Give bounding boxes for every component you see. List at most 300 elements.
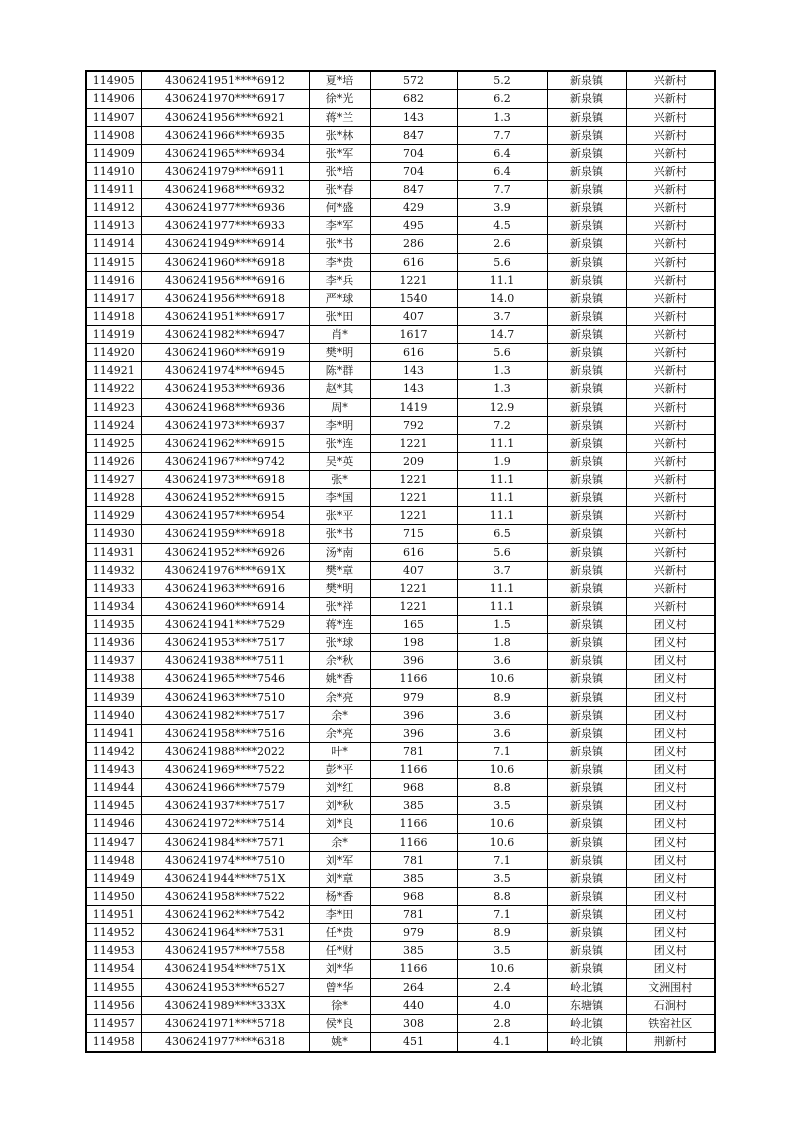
table-row <box>86 162 715 180</box>
table-row <box>86 144 715 162</box>
cell-percent: 6.4 <box>457 144 547 162</box>
cell-village: 团义村 <box>626 670 715 688</box>
cell-village: 兴新村 <box>626 235 715 253</box>
table-row <box>86 906 715 924</box>
cell-serial: 114909 <box>86 144 141 162</box>
cell-id_number: 4306241953****6527 <box>141 978 309 996</box>
cell-name: 余* <box>309 833 370 851</box>
cell-percent: 10.6 <box>457 960 547 978</box>
cell-serial: 114942 <box>86 742 141 760</box>
cell-id_number: 4306241964****7531 <box>141 924 309 942</box>
cell-percent: 1.8 <box>457 634 547 652</box>
cell-town: 新泉镇 <box>547 924 626 942</box>
cell-name: 杨*香 <box>309 887 370 905</box>
cell-amount: 264 <box>370 978 457 996</box>
cell-amount: 308 <box>370 1014 457 1032</box>
cell-village: 兴新村 <box>626 507 715 525</box>
cell-village: 兴新村 <box>626 108 715 126</box>
table-row <box>86 108 715 126</box>
cell-serial: 114913 <box>86 217 141 235</box>
table-row <box>86 779 715 797</box>
cell-percent: 3.7 <box>457 561 547 579</box>
cell-percent: 3.6 <box>457 652 547 670</box>
cell-town: 新泉镇 <box>547 344 626 362</box>
cell-name: 李*贵 <box>309 253 370 271</box>
cell-amount: 385 <box>370 797 457 815</box>
table-row <box>86 833 715 851</box>
cell-percent: 3.6 <box>457 706 547 724</box>
cell-village: 兴新村 <box>626 452 715 470</box>
cell-town: 新泉镇 <box>547 289 626 307</box>
cell-name: 刘*红 <box>309 779 370 797</box>
table-row <box>86 761 715 779</box>
cell-percent: 2.8 <box>457 1014 547 1032</box>
cell-town: 新泉镇 <box>547 779 626 797</box>
cell-serial: 114928 <box>86 489 141 507</box>
cell-serial: 114954 <box>86 960 141 978</box>
cell-name: 余*秋 <box>309 652 370 670</box>
cell-town: 新泉镇 <box>547 670 626 688</box>
cell-percent: 3.6 <box>457 724 547 742</box>
cell-id_number: 4306241952****6926 <box>141 543 309 561</box>
cell-village: 团义村 <box>626 706 715 724</box>
cell-amount: 407 <box>370 307 457 325</box>
cell-id_number: 4306241957****6954 <box>141 507 309 525</box>
cell-village: 兴新村 <box>626 271 715 289</box>
cell-id_number: 4306241962****7542 <box>141 906 309 924</box>
cell-amount: 968 <box>370 887 457 905</box>
cell-town: 新泉镇 <box>547 833 626 851</box>
cell-name: 何*盛 <box>309 199 370 217</box>
cell-village: 兴新村 <box>626 597 715 615</box>
cell-name: 李*军 <box>309 217 370 235</box>
table-row <box>86 724 715 742</box>
cell-amount: 429 <box>370 199 457 217</box>
cell-town: 新泉镇 <box>547 561 626 579</box>
cell-percent: 4.1 <box>457 1032 547 1052</box>
cell-amount: 847 <box>370 126 457 144</box>
cell-village: 团义村 <box>626 924 715 942</box>
cell-amount: 979 <box>370 924 457 942</box>
cell-id_number: 4306241989****333X <box>141 996 309 1014</box>
cell-id_number: 4306241968****6932 <box>141 181 309 199</box>
cell-name: 肖* <box>309 326 370 344</box>
cell-town: 新泉镇 <box>547 652 626 670</box>
table-row <box>86 996 715 1014</box>
cell-name: 张*球 <box>309 634 370 652</box>
cell-name: 任*贵 <box>309 924 370 942</box>
cell-amount: 385 <box>370 869 457 887</box>
cell-amount: 165 <box>370 616 457 634</box>
cell-id_number: 4306241977****6936 <box>141 199 309 217</box>
table-row <box>86 616 715 634</box>
cell-amount: 616 <box>370 344 457 362</box>
table-row <box>86 362 715 380</box>
table-row <box>86 289 715 307</box>
cell-village: 兴新村 <box>626 362 715 380</box>
cell-town: 新泉镇 <box>547 253 626 271</box>
cell-serial: 114958 <box>86 1032 141 1052</box>
cell-amount: 1540 <box>370 289 457 307</box>
cell-name: 蒋*连 <box>309 616 370 634</box>
cell-amount: 1617 <box>370 326 457 344</box>
table-row <box>86 960 715 978</box>
cell-percent: 1.3 <box>457 362 547 380</box>
cell-name: 张*平 <box>309 507 370 525</box>
cell-serial: 114934 <box>86 597 141 615</box>
cell-name: 吴*英 <box>309 452 370 470</box>
cell-town: 新泉镇 <box>547 579 626 597</box>
cell-name: 樊*明 <box>309 579 370 597</box>
cell-name: 张*连 <box>309 434 370 452</box>
cell-percent: 11.1 <box>457 489 547 507</box>
cell-village: 兴新村 <box>626 434 715 452</box>
cell-town: 新泉镇 <box>547 906 626 924</box>
cell-town: 新泉镇 <box>547 362 626 380</box>
cell-percent: 7.7 <box>457 181 547 199</box>
cell-town: 新泉镇 <box>547 126 626 144</box>
cell-percent: 4.0 <box>457 996 547 1014</box>
cell-village: 团义村 <box>626 906 715 924</box>
cell-town: 新泉镇 <box>547 597 626 615</box>
cell-name: 夏*培 <box>309 71 370 90</box>
table-row <box>86 271 715 289</box>
cell-id_number: 4306241963****7510 <box>141 688 309 706</box>
cell-village: 兴新村 <box>626 90 715 108</box>
cell-amount: 781 <box>370 742 457 760</box>
cell-serial: 114947 <box>86 833 141 851</box>
cell-percent: 10.6 <box>457 833 547 851</box>
cell-percent: 7.1 <box>457 742 547 760</box>
cell-village: 团义村 <box>626 942 715 960</box>
cell-name: 李*明 <box>309 416 370 434</box>
cell-town: 东塘镇 <box>547 996 626 1014</box>
cell-percent: 1.3 <box>457 108 547 126</box>
cell-village: 兴新村 <box>626 380 715 398</box>
cell-amount: 396 <box>370 724 457 742</box>
cell-percent: 5.6 <box>457 543 547 561</box>
cell-id_number: 4306241951****6917 <box>141 307 309 325</box>
cell-percent: 7.7 <box>457 126 547 144</box>
cell-town: 新泉镇 <box>547 797 626 815</box>
cell-id_number: 4306241956****6916 <box>141 271 309 289</box>
table-row <box>86 924 715 942</box>
cell-town: 新泉镇 <box>547 942 626 960</box>
cell-amount: 1166 <box>370 960 457 978</box>
cell-id_number: 4306241971****5718 <box>141 1014 309 1032</box>
cell-town: 新泉镇 <box>547 742 626 760</box>
table-row <box>86 235 715 253</box>
cell-amount: 847 <box>370 181 457 199</box>
cell-serial: 114914 <box>86 235 141 253</box>
table-row <box>86 344 715 362</box>
table-row <box>86 887 715 905</box>
cell-id_number: 4306241967****9742 <box>141 452 309 470</box>
cell-amount: 286 <box>370 235 457 253</box>
cell-id_number: 4306241963****6916 <box>141 579 309 597</box>
cell-id_number: 4306241951****6912 <box>141 71 309 90</box>
cell-name: 徐* <box>309 996 370 1014</box>
cell-percent: 1.3 <box>457 380 547 398</box>
cell-name: 李*国 <box>309 489 370 507</box>
cell-serial: 114921 <box>86 362 141 380</box>
cell-id_number: 4306241954****751X <box>141 960 309 978</box>
cell-percent: 8.9 <box>457 688 547 706</box>
cell-amount: 1166 <box>370 833 457 851</box>
cell-id_number: 4306241965****7546 <box>141 670 309 688</box>
cell-amount: 1419 <box>370 398 457 416</box>
cell-village: 兴新村 <box>626 344 715 362</box>
table-row <box>86 597 715 615</box>
cell-percent: 5.2 <box>457 71 547 90</box>
cell-id_number: 4306241968****6936 <box>141 398 309 416</box>
cell-id_number: 4306241979****6911 <box>141 162 309 180</box>
cell-serial: 114936 <box>86 634 141 652</box>
table-row <box>86 742 715 760</box>
cell-serial: 114908 <box>86 126 141 144</box>
cell-serial: 114949 <box>86 869 141 887</box>
cell-name: 姚* <box>309 1032 370 1052</box>
cell-serial: 114956 <box>86 996 141 1014</box>
cell-id_number: 4306241960****6914 <box>141 597 309 615</box>
cell-village: 荆新村 <box>626 1032 715 1052</box>
cell-name: 张*书 <box>309 235 370 253</box>
table-row <box>86 471 715 489</box>
cell-amount: 407 <box>370 561 457 579</box>
cell-village: 兴新村 <box>626 579 715 597</box>
table-row <box>86 1014 715 1032</box>
cell-name: 陈*群 <box>309 362 370 380</box>
cell-name: 汤*南 <box>309 543 370 561</box>
cell-amount: 1166 <box>370 815 457 833</box>
cell-id_number: 4306241982****7517 <box>141 706 309 724</box>
cell-village: 团义村 <box>626 779 715 797</box>
cell-serial: 114917 <box>86 289 141 307</box>
cell-town: 新泉镇 <box>547 380 626 398</box>
cell-town: 新泉镇 <box>547 724 626 742</box>
cell-percent: 8.8 <box>457 887 547 905</box>
cell-serial: 114938 <box>86 670 141 688</box>
cell-town: 新泉镇 <box>547 452 626 470</box>
table-row <box>86 797 715 815</box>
cell-id_number: 4306241959****6918 <box>141 525 309 543</box>
cell-village: 兴新村 <box>626 489 715 507</box>
cell-village: 兴新村 <box>626 217 715 235</box>
cell-village: 铁窑社区 <box>626 1014 715 1032</box>
cell-percent: 8.9 <box>457 924 547 942</box>
cell-town: 新泉镇 <box>547 108 626 126</box>
cell-id_number: 4306241966****6935 <box>141 126 309 144</box>
table-row <box>86 851 715 869</box>
table-row <box>86 253 715 271</box>
cell-serial: 114910 <box>86 162 141 180</box>
cell-name: 刘*军 <box>309 851 370 869</box>
table-row <box>86 1032 715 1052</box>
cell-id_number: 4306241976****691X <box>141 561 309 579</box>
cell-town: 新泉镇 <box>547 434 626 452</box>
cell-name: 刘*华 <box>309 960 370 978</box>
table-row <box>86 561 715 579</box>
cell-town: 新泉镇 <box>547 471 626 489</box>
cell-id_number: 4306241988****2022 <box>141 742 309 760</box>
cell-serial: 114944 <box>86 779 141 797</box>
cell-serial: 114924 <box>86 416 141 434</box>
cell-serial: 114948 <box>86 851 141 869</box>
cell-village: 团义村 <box>626 833 715 851</box>
cell-town: 新泉镇 <box>547 616 626 634</box>
table-row <box>86 815 715 833</box>
cell-percent: 2.6 <box>457 235 547 253</box>
cell-serial: 114905 <box>86 71 141 90</box>
cell-village: 团义村 <box>626 960 715 978</box>
table-row <box>86 978 715 996</box>
cell-id_number: 4306241949****6914 <box>141 235 309 253</box>
cell-percent: 2.4 <box>457 978 547 996</box>
cell-town: 新泉镇 <box>547 326 626 344</box>
cell-village: 兴新村 <box>626 543 715 561</box>
table-row <box>86 543 715 561</box>
table-row <box>86 869 715 887</box>
cell-serial: 114951 <box>86 906 141 924</box>
cell-name: 刘*秋 <box>309 797 370 815</box>
cell-id_number: 4306241970****6917 <box>141 90 309 108</box>
cell-town: 新泉镇 <box>547 815 626 833</box>
table-row <box>86 652 715 670</box>
cell-town: 新泉镇 <box>547 960 626 978</box>
table-row <box>86 398 715 416</box>
cell-id_number: 4306241977****6933 <box>141 217 309 235</box>
cell-town: 新泉镇 <box>547 398 626 416</box>
cell-village: 兴新村 <box>626 253 715 271</box>
cell-name: 张*军 <box>309 144 370 162</box>
cell-name: 赵*其 <box>309 380 370 398</box>
cell-amount: 781 <box>370 906 457 924</box>
cell-village: 团义村 <box>626 797 715 815</box>
cell-percent: 7.1 <box>457 851 547 869</box>
cell-id_number: 4306241972****7514 <box>141 815 309 833</box>
cell-serial: 114927 <box>86 471 141 489</box>
cell-percent: 14.7 <box>457 326 547 344</box>
cell-village: 团义村 <box>626 887 715 905</box>
cell-name: 李*田 <box>309 906 370 924</box>
cell-town: 新泉镇 <box>547 199 626 217</box>
cell-serial: 114925 <box>86 434 141 452</box>
cell-amount: 979 <box>370 688 457 706</box>
cell-percent: 8.8 <box>457 779 547 797</box>
cell-percent: 11.1 <box>457 471 547 489</box>
table-row <box>86 416 715 434</box>
cell-town: 新泉镇 <box>547 507 626 525</box>
cell-village: 兴新村 <box>626 126 715 144</box>
cell-amount: 616 <box>370 543 457 561</box>
cell-amount: 209 <box>370 452 457 470</box>
cell-name: 刘*章 <box>309 869 370 887</box>
cell-id_number: 4306241974****6945 <box>141 362 309 380</box>
cell-name: 徐*光 <box>309 90 370 108</box>
cell-id_number: 4306241974****7510 <box>141 851 309 869</box>
cell-town: 新泉镇 <box>547 887 626 905</box>
cell-amount: 781 <box>370 851 457 869</box>
table-row <box>86 489 715 507</box>
cell-town: 新泉镇 <box>547 71 626 90</box>
cell-amount: 792 <box>370 416 457 434</box>
cell-serial: 114907 <box>86 108 141 126</box>
cell-percent: 14.0 <box>457 289 547 307</box>
cell-serial: 114945 <box>86 797 141 815</box>
cell-id_number: 4306241958****7516 <box>141 724 309 742</box>
cell-percent: 3.9 <box>457 199 547 217</box>
cell-town: 岭北镇 <box>547 978 626 996</box>
cell-name: 余*亮 <box>309 688 370 706</box>
cell-id_number: 4306241973****6918 <box>141 471 309 489</box>
beneficiary-table <box>85 70 716 1053</box>
table-row <box>86 217 715 235</box>
cell-name: 余* <box>309 706 370 724</box>
table-row <box>86 634 715 652</box>
cell-percent: 11.1 <box>457 434 547 452</box>
cell-name: 张*培 <box>309 162 370 180</box>
cell-serial: 114935 <box>86 616 141 634</box>
cell-serial: 114918 <box>86 307 141 325</box>
cell-amount: 143 <box>370 380 457 398</box>
cell-name: 姚*香 <box>309 670 370 688</box>
cell-percent: 3.5 <box>457 797 547 815</box>
cell-id_number: 4306241960****6918 <box>141 253 309 271</box>
cell-serial: 114940 <box>86 706 141 724</box>
cell-town: 新泉镇 <box>547 761 626 779</box>
cell-serial: 114912 <box>86 199 141 217</box>
cell-town: 新泉镇 <box>547 489 626 507</box>
cell-id_number: 4306241965****6934 <box>141 144 309 162</box>
cell-name: 周* <box>309 398 370 416</box>
cell-id_number: 4306241958****7522 <box>141 887 309 905</box>
cell-serial: 114946 <box>86 815 141 833</box>
cell-town: 新泉镇 <box>547 869 626 887</box>
cell-town: 岭北镇 <box>547 1032 626 1052</box>
cell-serial: 114919 <box>86 326 141 344</box>
cell-id_number: 4306241973****6937 <box>141 416 309 434</box>
cell-name: 严*球 <box>309 289 370 307</box>
cell-amount: 704 <box>370 162 457 180</box>
cell-village: 兴新村 <box>626 561 715 579</box>
cell-serial: 114916 <box>86 271 141 289</box>
cell-amount: 495 <box>370 217 457 235</box>
cell-name: 张*书 <box>309 525 370 543</box>
cell-town: 新泉镇 <box>547 217 626 235</box>
cell-percent: 11.1 <box>457 597 547 615</box>
cell-id_number: 4306241937****7517 <box>141 797 309 815</box>
cell-serial: 114922 <box>86 380 141 398</box>
cell-town: 新泉镇 <box>547 688 626 706</box>
cell-name: 任*财 <box>309 942 370 960</box>
cell-serial: 114939 <box>86 688 141 706</box>
cell-village: 团义村 <box>626 652 715 670</box>
cell-village: 兴新村 <box>626 144 715 162</box>
cell-amount: 396 <box>370 706 457 724</box>
cell-id_number: 4306241953****7517 <box>141 634 309 652</box>
table-row <box>86 380 715 398</box>
cell-amount: 968 <box>370 779 457 797</box>
cell-name: 余*亮 <box>309 724 370 742</box>
cell-amount: 682 <box>370 90 457 108</box>
cell-name: 侯*良 <box>309 1014 370 1032</box>
table-row <box>86 434 715 452</box>
cell-town: 新泉镇 <box>547 416 626 434</box>
cell-percent: 6.2 <box>457 90 547 108</box>
cell-id_number: 4306241956****6918 <box>141 289 309 307</box>
cell-percent: 7.1 <box>457 906 547 924</box>
cell-percent: 11.1 <box>457 271 547 289</box>
